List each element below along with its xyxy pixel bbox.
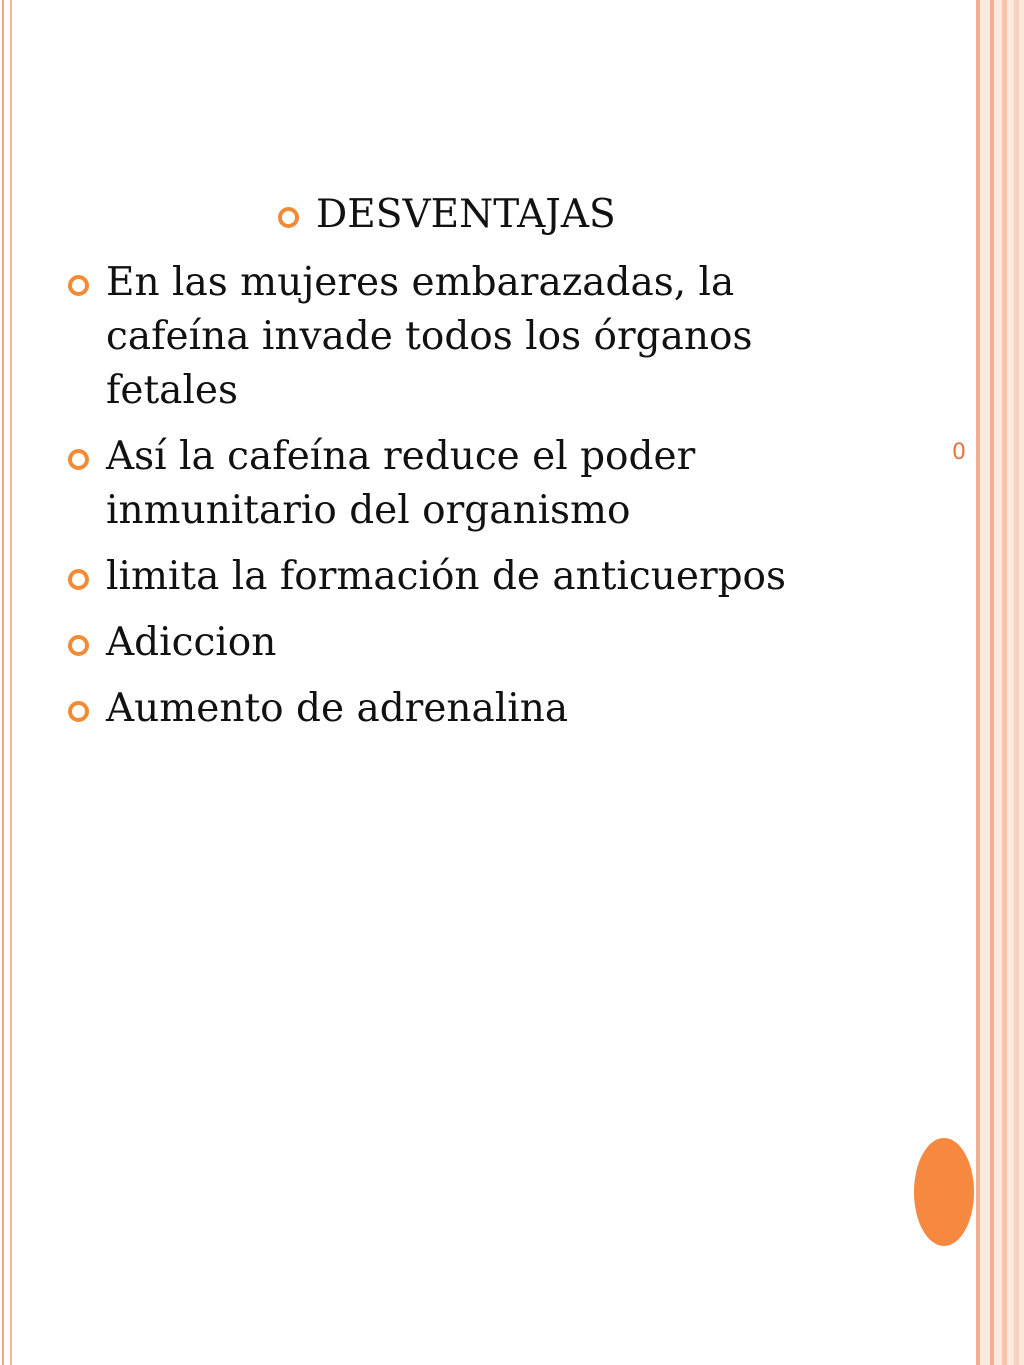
heading-item <box>274 188 854 242</box>
slide-content <box>64 188 854 748</box>
list-item-text: En las mujeres embarazadas, la cafeína invade todos los órganos fetales <box>106 260 753 413</box>
list-item-text: limita la formación de anticuerpos <box>106 554 787 599</box>
page-number: 0 <box>952 440 966 465</box>
list-item <box>64 616 854 670</box>
circle-bullet-icon <box>68 569 89 590</box>
decorative-oval <box>914 1138 974 1246</box>
circle-bullet-icon <box>68 701 89 722</box>
list-item-text: Adiccion <box>106 620 277 665</box>
right-border-line <box>990 0 994 1365</box>
list-item-text: Aumento de adrenalina <box>106 686 569 731</box>
list-item <box>64 550 854 604</box>
list-item <box>64 256 854 418</box>
list-item-text: Así la cafeína reduce el poder inmunitario del organismo <box>106 434 696 533</box>
circle-bullet-icon <box>278 207 299 228</box>
circle-bullet-icon <box>68 635 89 656</box>
left-border-line <box>10 0 12 1365</box>
circle-bullet-icon <box>68 275 89 296</box>
left-border-line <box>2 0 4 1365</box>
circle-bullet-icon <box>68 449 89 470</box>
right-border-line <box>1014 0 1019 1365</box>
right-border-line <box>1002 0 1007 1365</box>
list-item <box>64 682 854 736</box>
heading-text: DESVENTAJAS <box>316 192 616 237</box>
list-item <box>64 430 854 538</box>
right-border-line <box>976 0 980 1365</box>
